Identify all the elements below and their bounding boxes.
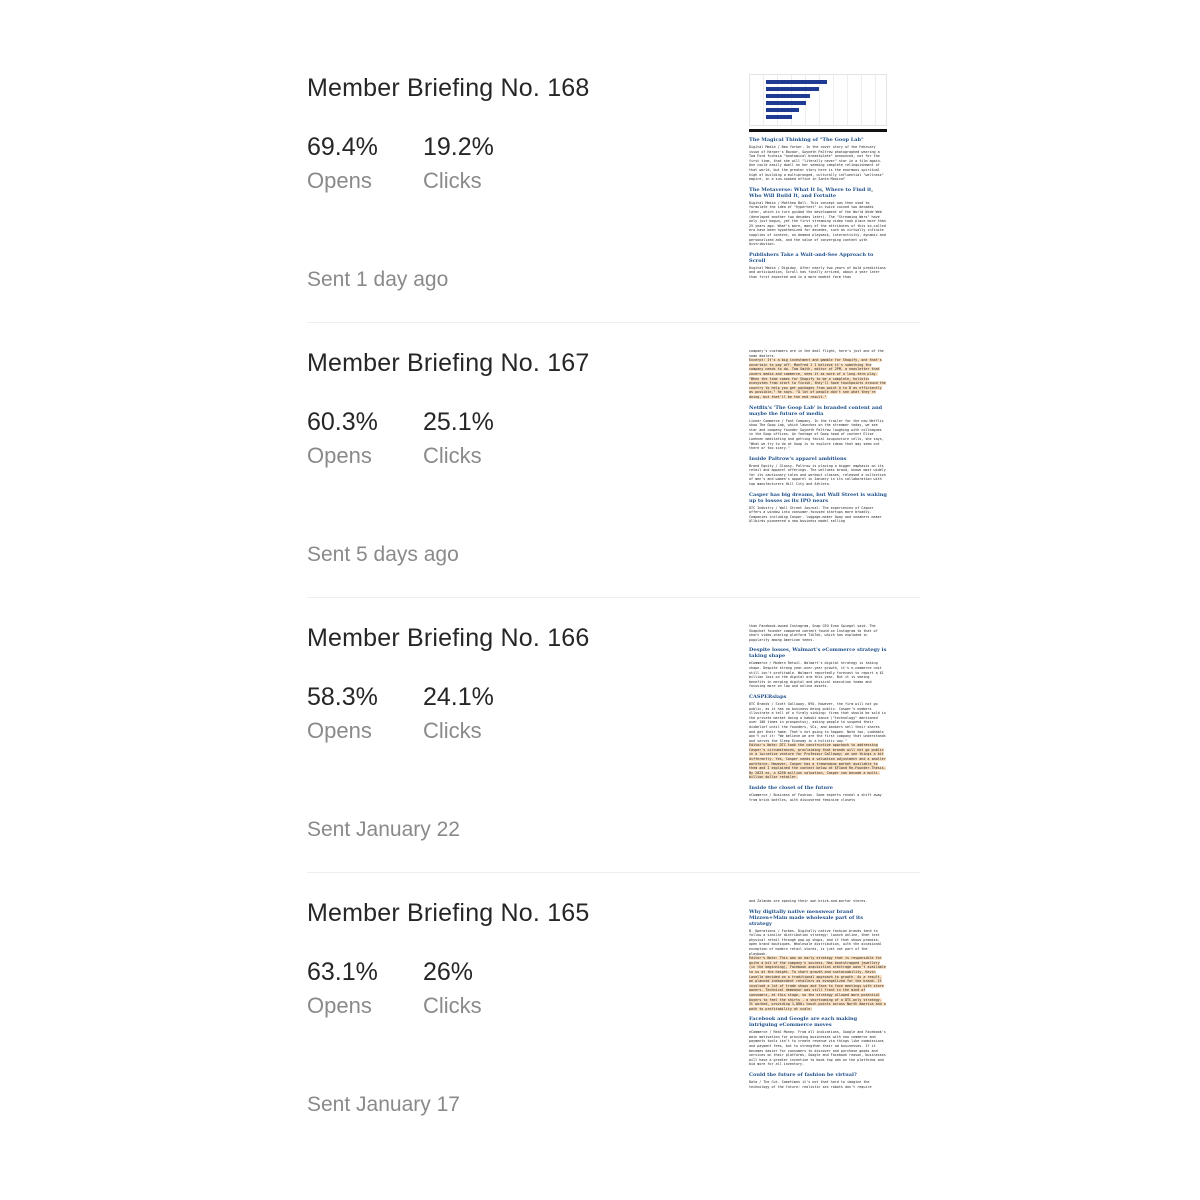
preview-body: DTC Brands / Scott Galloway, NYU. However, the firm will not go public, as it has no business being public. Casper's numbers illustrate a tell of a firmly sinking: firms that should be sold in the private market doing a kabuki dance ("technology" mentioned over 100 times in prospectus), asking people to suspend their disbelief until the founders, VCs, and bankers sell their shares and get their home. That's not going to happen. Note too, cuddable won't cut it: "We believe we are the first company that understands and serves the Sleep Economy in a holistic way.": [749, 701, 886, 743]
preview-body: company's customers are in the deal flight, here's just one of the some dealers.: [749, 349, 884, 358]
sent-date: Sent 5 days ago: [307, 543, 459, 566]
preview-highlighted-note: Editor's Note: DTC took the constructive approach to addressing Casper's circumstances, proclaiming that brands will not go public in a lucrative venture for Professor Galloway; we see things a bit differently. Yes, Casper needs a valuation adjustment and a smaller workforce. However, Casper has a tremendous market available to them and I explained the context below at $F1and Re-Founder-Thesis. By 2023 ex, a $250 million valuation, Casper can become a multi-billion dollar retailer.: [749, 743, 886, 780]
opens-stat: [307, 957, 378, 1019]
briefing-card[interactable]: [307, 323, 920, 598]
briefing-list: [307, 48, 920, 1148]
preview-text: [749, 1080, 887, 1089]
opens-label: Opens: [307, 718, 372, 743]
briefing-title[interactable]: Member Briefing No. 166: [307, 624, 590, 652]
email-preview-thumbnail[interactable]: [749, 899, 887, 1117]
preview-headline: Facebook and Google are each making intriguing eCommerce moves: [749, 1016, 858, 1029]
opens-stat: [307, 407, 378, 469]
preview-headline: The Metaverse: What It Is, Where to Find it, Who Will Build It, and Fortnite: [749, 186, 874, 199]
sent-date: Sent January 17: [307, 1093, 460, 1116]
briefing-title[interactable]: Member Briefing No. 165: [307, 899, 590, 927]
preview-headline: Casper has big dreams, but Wall Street is waking up to losses as its IPO nears: [749, 491, 887, 504]
preview-body: eCommerce / Business of Fashion. Some experts reveal a shift away from brick bottles, with discovered feminine closets: [749, 793, 882, 802]
preview-body: eCommerce / Real Money. From all indications, Google and Facebook's main motivation for providing businesses with new commerce and payments tools isn't to create revenue via things like commissions and payment fees, but to strengthen their ad businesses. If it becomes easier for consumers to discover and purchase goods and services on their platforms, Google and Facebook reason, businesses will have a greater incentive to book top ads on the platforms and bid more for all inventory.: [749, 1030, 886, 1067]
sent-date: Sent January 22: [307, 818, 460, 841]
opens-stat: [307, 682, 378, 744]
preview-divider: [749, 129, 887, 132]
preview-body: eCommerce / Modern Retail. Walmart's digital strategy is taking shape. Despite strong year-over-year growth, it's e-commerce unit still isn't profitable. Walmart reportedly forecast to report a $1 billion loss on the digital arm this year. But it is seeing benefits in merging digital and physical execution teams and focusing more on low and online assets.: [749, 661, 884, 689]
preview-text: [749, 266, 887, 280]
preview-headline: The Magical Thinking of "The Goop Lab": [749, 137, 864, 143]
preview-chart-bar: [766, 87, 819, 91]
preview-text: [749, 145, 887, 182]
sent-date: Sent 1 day ago: [307, 268, 449, 291]
opens-label: Opens: [307, 168, 372, 193]
clicks-value: 25.1%: [423, 408, 494, 436]
preview-text: [749, 743, 887, 780]
clicks-label: Clicks: [423, 443, 482, 468]
clicks-label: Clicks: [423, 993, 482, 1018]
email-preview-thumbnail[interactable]: [749, 74, 887, 292]
preview-text: [749, 201, 887, 247]
preview-chart-bar: [766, 115, 792, 119]
preview-headline: CASPERslaps: [749, 693, 787, 700]
preview-text: [749, 358, 887, 399]
preview-body: Digital Media / New Yorker. In the cover story of the February issue of Harper's Bazaar, Gwyneth Paltrow photographed wearing a Tom Ford fuchsia "anatomical breastplate" announced, not for the first time, that she will "literally never" star in a film again. One could easily dwell on her seeming complete relinquishment of that world, but the greater story here is the enormous spiritual high of building a multipronged, culturally influential "wellness" empire, in a sun-soaked office in Santa Monica?: [749, 145, 884, 182]
preview-headline: Could the future of fashion be virtual?: [749, 1072, 857, 1079]
briefing-title[interactable]: Member Briefing No. 167: [307, 349, 590, 377]
preview-headline: Inside Paltrow's apparel ambitions: [749, 455, 847, 462]
preview-body: DTC Industry / Wall Street Journal. The experiences of Casper offers a window into consumer-focused startups more broadly. Companies including Casper, luggage-maker Away and sneakers maker Allbirds pioneered a new business model selling: [749, 505, 882, 524]
briefing-title[interactable]: Member Briefing No. 168: [307, 74, 590, 102]
preview-headline: Why digitally native menswear brand Mizzen+Main made wholesale part of its strategy: [749, 908, 864, 927]
preview-text: [749, 1030, 887, 1067]
opens-value: 60.3%: [307, 408, 378, 436]
opens-value: 63.1%: [307, 958, 378, 986]
preview-chart-bar: [766, 94, 810, 98]
preview-text: [749, 793, 887, 802]
preview-text: [749, 702, 887, 743]
preview-text: [749, 624, 887, 642]
clicks-stat: [423, 957, 482, 1019]
preview-chart-bar: [766, 101, 806, 105]
preview-body: B. Operations / Forbes. Digitally native fashion brands tend to follow a similar distribution strategy: launch online, then test physical retail through pop-up shops, and if that shows promise, open brand boutiques. Wholesale distribution, with the occasional exception of modern retail stores, is just not part of the playbook.: [749, 928, 882, 956]
preview-text: [749, 464, 887, 487]
clicks-stat: [423, 132, 494, 194]
preview-body: Digital Media / Matthew Ball. This concept was then used to formulate the idea of "hypertext" in twice coined two decades later, which in turn guided the development of the World Wide Web (developed another two decades later). The "Streaming Wars" have only just begun, yet the first streaming video took place more than 25 years ago. What's more, many of the attributes of this so-called era have been hypothesized for decades, such as virtually infinite supplies of content, on-demand playback, interactivity, dynamic and personalized ads, and the value of converging content with distribution.: [749, 200, 886, 247]
preview-headline: Despite losses, Walmart's eCommerce strategy is taking shape: [749, 647, 887, 660]
preview-text: [749, 899, 887, 904]
opens-stat: [307, 132, 378, 194]
opens-label: Opens: [307, 443, 372, 468]
briefing-card[interactable]: [307, 48, 920, 323]
preview-text: [749, 349, 887, 358]
preview-headline: Netflix's 'The Goop Lab' is branded content and maybe the future of media: [749, 404, 883, 417]
clicks-label: Clicks: [423, 168, 482, 193]
preview-body: Linear Commerce / Fast Company. In the trailer for the new Netflix show The Goop Lab, which launches on the streamer today, we see star and company founder Gwyneth Paltrow laughing with colleagues in the Goop offices. An footage of Goop head of content Elise Loehnen meditating and getting facial acupuncture cells, she says, "What we try to do at Goop is to explore ideas that may seem out there or too scary.": [749, 418, 884, 451]
opens-label: Opens: [307, 993, 372, 1018]
briefing-card[interactable]: [307, 598, 920, 873]
preview-highlighted-note: Editor's Note: This was an early strategy that is responsible for quite a bit of the company's success. Has bootstrapped jewellery (in the beginning), Facebook acquisition arbitrage wasn't available to us at the height. To chart growth and sustainability, Kevin Lavelle decided on a traditional approach to growth. As a result, we planned independent retailers as evangelized for the brand. It involved a lot of trade shows and face to face meetings with store owners. Technical demeanor was still front in the mind of consumers, at this stage, so the strategy allowed more potential buyers to feel the shirts - a shortcoming of a DTC-only strategy. It worked, providing 1,000+ touch points across North America and a path to profitability at scale.: [749, 956, 886, 1011]
preview-body: than Facebook-owned Instagram, Snap CEO Evan Spiegel said. The Snapchat founder compared content found on Instagram to that of short video-sharing platform TikTok, which has exploded in popularity among American teens.: [749, 624, 878, 642]
opens-value: 69.4%: [307, 133, 378, 161]
preview-text: [749, 419, 887, 451]
preview-body: Digital Media / Digiday. After nearly two years of bold predictions and anticipation, Scroll has finally arrived, about a year later than first expected and in a more modest form than: [749, 265, 886, 279]
email-preview-thumbnail[interactable]: [749, 624, 887, 842]
briefing-card[interactable]: [307, 873, 920, 1148]
clicks-value: 26%: [423, 958, 474, 986]
clicks-stat: [423, 682, 494, 744]
clicks-stat: [423, 407, 494, 469]
preview-text: [749, 929, 887, 957]
preview-chart-bar: [766, 80, 827, 84]
preview-bar-chart: [749, 74, 887, 126]
preview-text: [749, 506, 887, 524]
preview-headline: Inside the closet of the future: [749, 785, 833, 792]
clicks-value: 19.2%: [423, 133, 494, 161]
preview-text: [749, 956, 887, 1011]
preview-body: Brand Equity / Glossy. Paltrow is placing a bigger emphasis on its retail and apparel offerings. The wellness brand, known most widely for its cautionary tales and workout classes, released a collection of men's and women's apparel in January in its collaboration with top manufacturers Hill City and Athleta.: [749, 463, 886, 487]
preview-body: and Zalando are opening their own brick-and-mortar stores.: [749, 899, 868, 903]
preview-highlighted-note: Excerpt: It's a big investment and gamble for Shopify, one that's uncertain to pay off. Manfred 1 I believe it's something the company needs to do. Tom Smith, editor of 2PM, a newsletter that covers media and commerce, sees it as more of a long-term play. "When the time comes for Shopify to be a complete, holistic ecosystem from start to finish, they'll have touchpoints around the country to help you get packages from point A to B as efficiently as possible," he says. "A lot of people don't see what they're doing, but that'll be the end result.": [749, 358, 886, 399]
clicks-value: 24.1%: [423, 683, 494, 711]
email-preview-thumbnail[interactable]: [749, 349, 887, 567]
preview-body: Data / The Cut. Sometimes it's not that hard to imagine the technology of the future: realistic sex robots don't require: [749, 1080, 872, 1089]
preview-text: [749, 661, 887, 689]
preview-chart-bar: [766, 108, 799, 112]
opens-value: 58.3%: [307, 683, 378, 711]
clicks-label: Clicks: [423, 718, 482, 743]
preview-headline: Publishers Take a Wait-and-See Approach to Scroll: [749, 251, 874, 264]
